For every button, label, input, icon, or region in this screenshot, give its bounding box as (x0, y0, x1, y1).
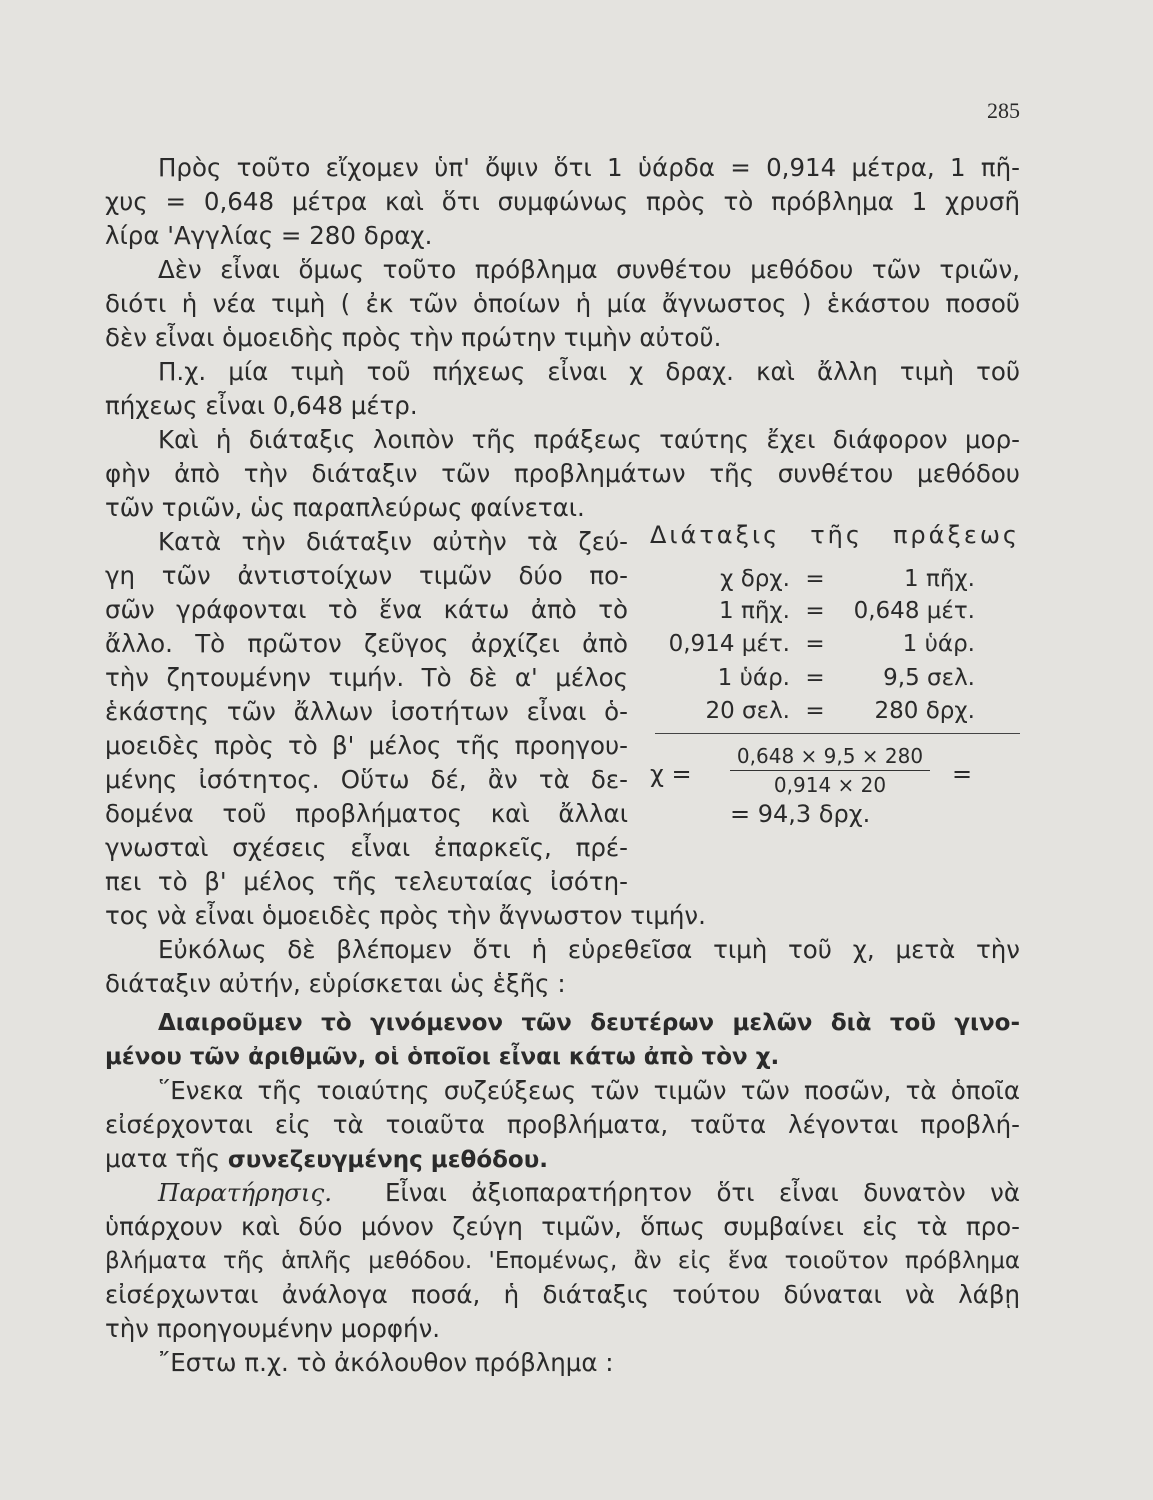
text-line: εἰσέρχωνται ἀνάλογα ποσά, ἡ διάταξις τούτου δύναται νὰ λάβῃ (105, 1280, 1020, 1309)
arrangement-rule (655, 733, 1020, 734)
arrangement-equals: = (805, 698, 825, 724)
text-line: Εἶναι ἀξιοπαρατήρητον ὅτι εἶναι δυνατὸν νὰ (385, 1178, 1020, 1207)
arrangement-left: 0,914 μέτ. (668, 631, 790, 657)
x-label: χ = (650, 760, 692, 788)
text-line: διάταξιν αὐτήν, εὑρίσκεται ὡς ἑξῆς : (105, 969, 566, 998)
arrangement-right: 0,648 μέτ. (853, 598, 975, 624)
arrangement-right: 280 δρχ. (874, 698, 975, 724)
text-line: τῶν τριῶν, ὡς παραπλεύρως φαίνεται. (105, 493, 585, 522)
text-fragment: ματα τῆς (105, 1144, 221, 1173)
text-line: τὴν ζητουμένην τιμήν. Τὸ δὲ α' μέλος (105, 663, 628, 692)
text-line: ῎Εστω π.χ. τὸ ἀκόλουθον πρόβλημα : (158, 1348, 614, 1377)
arrangement-right: 9,5 σελ. (883, 665, 975, 691)
text-line: Καὶ ἡ διάταξις λοιπὸν τῆς πράξεως ταύτης ἔχει διάφορον μορ- (158, 425, 1020, 454)
text-line: τος νὰ εἶναι ὁμοειδὲς πρὸς τὴν ἄγνωστον τιμήν. (105, 901, 706, 930)
text-line: διότι ἡ νέα τιμὴ ( ἐκ τῶν ὁποίων ἡ μία ἄγνωστος ) ἑκάστου ποσοῦ (105, 289, 1020, 318)
equals-sign: = (952, 760, 973, 788)
text-line: γη τῶν ἀντιστοίχων τιμῶν δύο πο- (105, 561, 628, 590)
rule-statement: μένου τῶν ἀριθμῶν, οἱ ὁποῖοι εἶναι κάτω ἀπὸ τὸν χ. (105, 1044, 780, 1070)
text-line: βλήματα τῆς ἁπλῆς μεθόδου. 'Επομένως, ἂν εἰς ἕνα τοιοῦτον πρόβλημα (105, 1248, 1020, 1274)
arrangement-left: 1 ὑάρ. (717, 665, 790, 691)
rule-statement: Διαιροῦμεν τὸ γινόμενον τῶν δευτέρων μελῶν διὰ τοῦ γινο- (158, 1010, 1020, 1036)
text-line: πει τὸ β' μέλος τῆς τελευταίας ἰσότη- (105, 867, 628, 896)
arrangement-equals: = (805, 566, 825, 592)
arrangement-equals: = (805, 598, 825, 624)
text-line (158, 1177, 332, 1209)
result: = 94,3 δρχ. (730, 800, 871, 828)
text-line: Εὐκόλως δὲ βλέπομεν ὅτι ἡ εὑρεθεῖσα τιμὴ τοῦ χ, μετὰ τὴν (158, 935, 1020, 964)
text-line: μένης ἰσότητος. Οὕτω δέ, ἂν τὰ δε- (105, 765, 628, 794)
arrangement-equals: = (805, 631, 825, 657)
arrangement-equals: = (805, 665, 825, 691)
fraction-bar (730, 770, 930, 771)
page-number: 285 (987, 98, 1020, 123)
arrangement-left: χ δρχ. (720, 566, 790, 592)
arrangement-right: 1 πῆχ. (904, 566, 975, 592)
text-line: δὲν εἶναι ὁμοειδὴς πρὸς τὴν πρώτην τιμὴν αὐτοῦ. (105, 323, 722, 352)
arrangement-left: 1 πῆχ. (719, 598, 790, 624)
text-line (105, 1143, 548, 1176)
text-line: μοειδὲς πρὸς τὸ β' μέλος τῆς προηγου- (105, 731, 628, 760)
text-line: χυς = 0,648 μέτρα καὶ ὅτι συμφώνως πρὸς τὸ πρόβλημα 1 χρυσῆ (105, 187, 1020, 216)
text-line: δομένα τοῦ προβλήματος καὶ ἄλλαι (105, 799, 628, 828)
text-line: εἰσέρχονται εἰς τὰ τοιαῦτα προβλήματα, ταῦτα λέγονται προβλή- (105, 1110, 1020, 1139)
method-name: συνεζευγμένης μεθόδου. (227, 1147, 549, 1173)
arrangement-left: 20 σελ. (705, 698, 790, 724)
text-line: ῞Ενεκα τῆς τοιαύτης συζεύξεως τῶν τιμῶν τῶν ποσῶν, τὰ ὁποῖα (158, 1076, 1020, 1105)
text-line: Π.χ. μία τιμὴ τοῦ πήχεως εἶναι χ δραχ. καὶ ἄλλη τιμὴ τοῦ (158, 357, 1020, 386)
arrangement-header: Διάταξις τῆς πράξεως (650, 521, 1020, 549)
arrangement-right: 1 ὑάρ. (902, 631, 975, 657)
text-line: γνωσταὶ σχέσεις εἶναι ἐπαρκεῖς, πρέ- (105, 833, 628, 862)
text-line: Δὲν εἶναι ὅμως τοῦτο πρόβλημα συνθέτου μεθόδου τῶν τριῶν, (158, 255, 1020, 284)
text-line: σῶν γράφονται τὸ ἕνα κάτω ἀπὸ τὸ (105, 595, 628, 624)
text-line: Πρὸς τοῦτο εἴχομεν ὑπ' ὄψιν ὅτι 1 ὑάρδα = 0,914 μέτρα, 1 πῆ- (158, 153, 1020, 182)
remark-label: Παρατήρησις. (158, 1178, 333, 1207)
text-line: ὑπάρχουν καὶ δύο μόνον ζεύγη τιμῶν, ὅπως συμβαίνει εἰς τὰ προ- (105, 1212, 1020, 1241)
fraction (730, 744, 930, 797)
text-line: ἄλλο. Τὸ πρῶτον ζεῦγος ἀρχίζει ἀπὸ (105, 629, 628, 658)
text-line: ἑκάστης τῶν ἄλλων ἰσοτήτων εἶναι ὁ- (105, 697, 628, 726)
text-line: τὴν προηγουμένην μορφήν. (105, 1314, 441, 1343)
text-line: Κατὰ τὴν διάταξιν αὐτὴν τὰ ζεύ- (158, 527, 628, 556)
text-line: πήχεως εἶναι 0,648 μέτρ. (105, 391, 418, 420)
text-line: λίρα 'Αγγλίας = 280 δραχ. (105, 221, 433, 250)
text-line: φὴν ἀπὸ τὴν διάταξιν τῶν προβλημάτων τῆς συνθέτου μεθόδου (105, 459, 1020, 488)
fraction-numerator: 0,648 × 9,5 × 280 (736, 744, 924, 768)
fraction-denominator: 0,914 × 20 (773, 773, 887, 797)
